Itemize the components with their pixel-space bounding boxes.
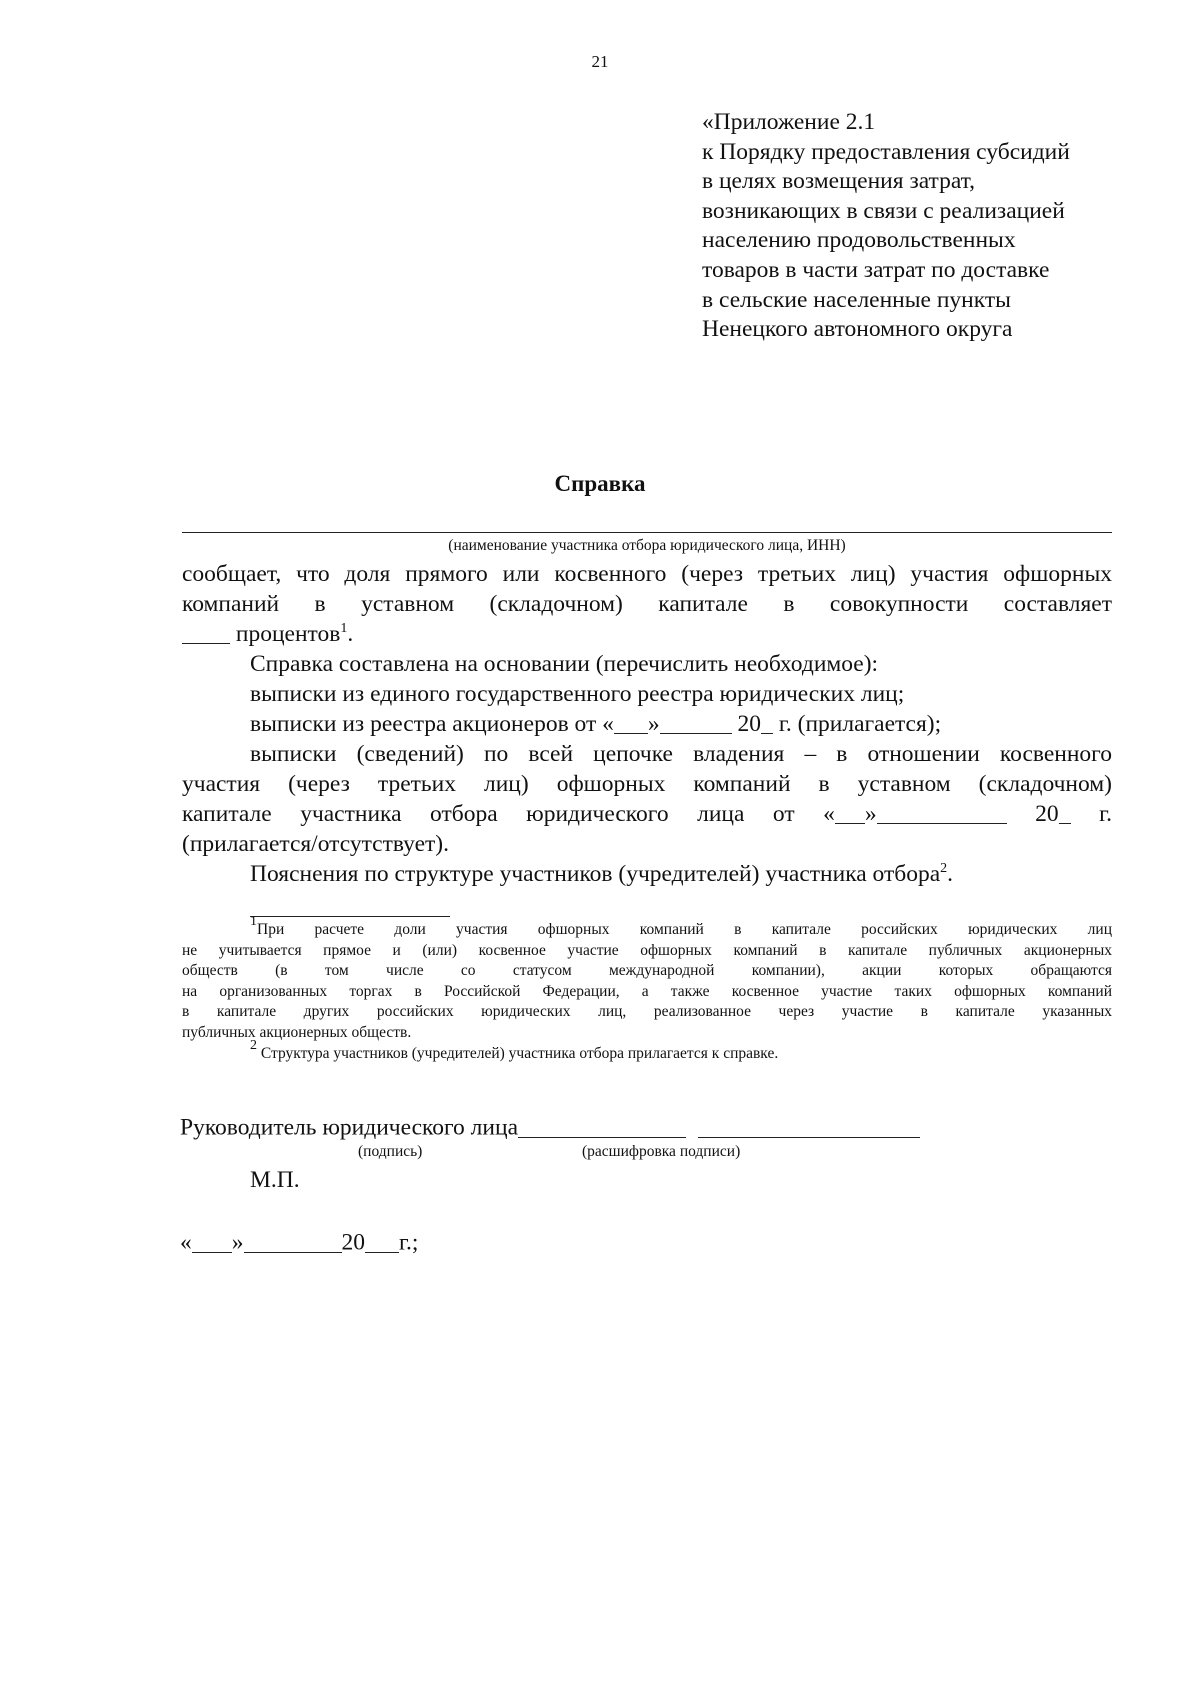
year-blank [761,710,773,735]
month-blank [660,710,732,735]
footnote-line: на организованных торгах в Российской Федерации, а также косвенное участие таких офшорных компаний [182,982,1112,1000]
appendix-line: возникающих в связи с реализацией [702,197,1065,224]
appendix-header [702,108,1070,345]
appendix-line: к Порядку предоставления субсидий [702,138,1070,165]
signature-decoding-caption: (расшифровка подписи) [582,1143,741,1160]
percent-label: процентов [235,621,341,647]
ownership-chain-date-line: капитале участника отбора юридического лица от « » 20 г. [182,801,1113,827]
share-percent-line: процентов$^1$. [182,619,1112,649]
signature-line [180,1113,920,1142]
day-blank [614,710,648,735]
document-body [182,559,1112,889]
basis-line: Справка составлена на основании (перечислить необходимое): [250,651,879,677]
explanation-line: Пояснения по структуре участников (учредителей) участника отбора$^2$. [250,861,954,887]
date-line: « » 20 г.; [180,1229,419,1256]
participant-name-line [182,532,1112,533]
appendix-line: в сельские населенные пункты [702,286,1011,313]
extract-shareholders-line: выписки из реестра акционеров от « » 20 г. (прилагается); [250,711,942,737]
percent-blank [182,620,230,645]
footnote-line: обществ (в том числе со статусом международной компании), акции которых обращаются [182,962,1112,980]
body-line: сообщает, что доля прямого или косвенного (через третьих лиц) участия офшорных [182,561,1112,587]
appendix-line: товаров в части затрат по доставке [702,256,1050,283]
appendix-line: в целях возмещения затрат, [702,168,976,195]
participant-name-caption: (наименование участника отбора юридического лица, ИНН) [448,537,846,554]
body-line: участия (через третьих лиц) офшорных компаний в уставном (складочном) [182,771,1112,797]
year-blank [365,1228,399,1253]
body-line: выписки (сведений) по всей цепочке владения – в отношении косвенного [250,741,1112,767]
body-line: (прилагается/отсутствует). [182,831,449,857]
year-blank [1059,800,1071,825]
footnote-ref-1: 1 [340,621,348,636]
stamp-place: М.П. [250,1167,300,1193]
footnotes [182,914,1112,1064]
footnote-line: публичных акционерных обществ. [182,1023,412,1041]
month-blank [877,800,1007,825]
footnote-1: $^1$При расчете доли участия офшорных компаний в капитале российских юридических лиц [250,914,1112,938]
footnote-line: не учитывается прямое и (или) косвенное участие офшорных компаний в капитале публичных акционерных [182,941,1112,959]
appendix-line: населению продовольственных [702,227,1016,254]
signature-blank [518,1113,686,1138]
footnote-line: в капитале других российских юридических лиц, реализованное через участие в капитале указанных [182,1003,1112,1021]
footnote-separator [250,916,450,917]
page-number: 21 [591,52,609,71]
appendix-line: Ненецкого автономного округа [702,316,1013,343]
day-blank [192,1228,232,1253]
month-blank [244,1228,342,1253]
document-title: Справка [554,471,646,496]
footnote-ref-2: 2 [940,861,948,876]
signature-label: Руководитель юридического лица [180,1114,518,1141]
signature-caption: (подпись) [358,1143,423,1160]
footnote-2: $^2$ Структура участников (учредителей) участника отбора прилагается к справке. [250,1037,779,1062]
appendix-line: «Приложение 2.1 [702,109,876,135]
signature-decoding-blank [698,1113,920,1138]
body-line: компаний в уставном (складочном) капитале в совокупности составляет [182,591,1112,617]
extract-egrul-line: выписки из единого государственного реестра юридических лиц; [250,681,905,707]
day-blank [835,800,865,825]
